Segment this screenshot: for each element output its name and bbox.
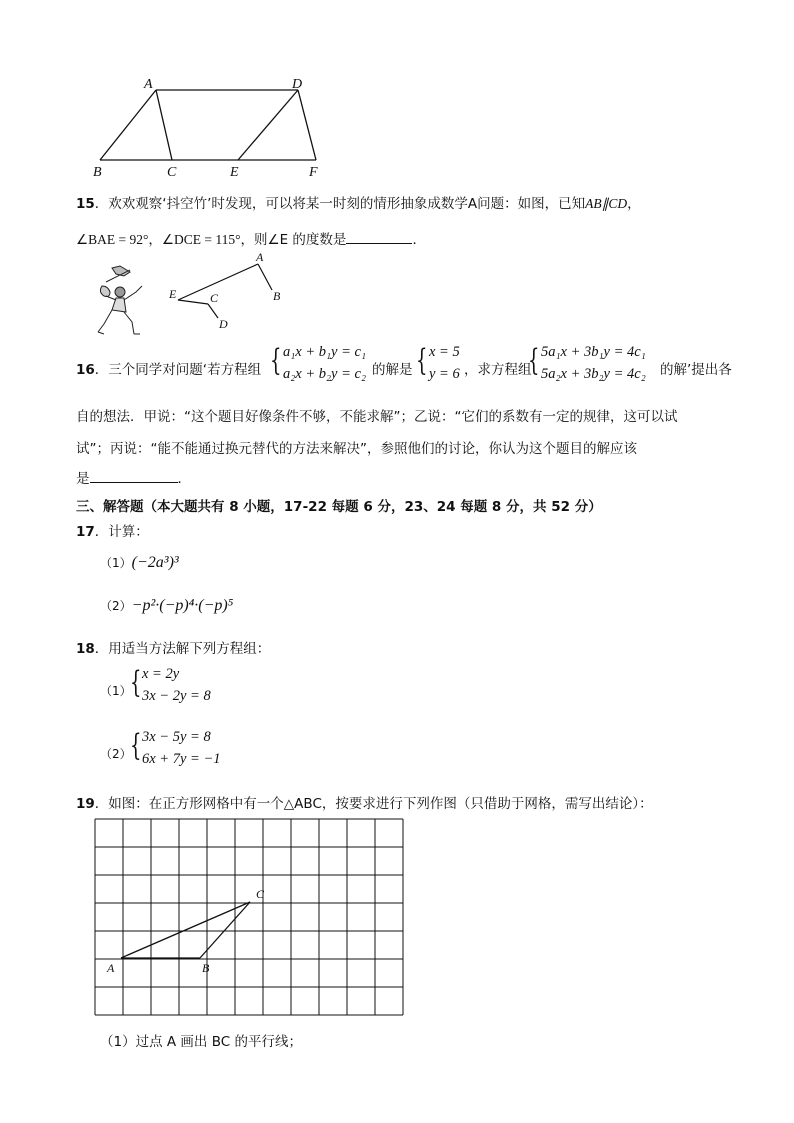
segment-DF: [298, 90, 316, 160]
q18-title-text: ．用适当方法解下列方程组：: [94, 641, 271, 657]
q16-line4-end: ．: [177, 471, 191, 487]
q16-answer-blank: [90, 468, 178, 483]
q16-sys3-eq2: 5a₂x + 3b₂y = 4c₂: [541, 366, 646, 382]
q17-part1-label: （1）: [100, 556, 132, 570]
label-A: A: [144, 77, 153, 92]
q15-parallel-expr: AB∥CD: [585, 196, 628, 211]
q16-sys3-eq1: 5a₁x + 3b₁y = 4c₁: [541, 344, 646, 360]
q19-title: [76, 792, 653, 812]
label-B: B: [93, 165, 102, 180]
q19-part1: （1）过点 A 画出 BC 的平行线；: [100, 1034, 302, 1050]
q16-sys2-eq2: y = 6: [429, 366, 460, 382]
q18-part2-system: { 3x − 5y = 8 6x + 7y = −1: [130, 728, 221, 767]
q18-p1-eq1: x = 2y: [142, 666, 180, 682]
q16-system3: { 5a₁x + 3b₁y = 4c₁ 5a₂x + 3b₂y = 4c₂: [528, 343, 646, 382]
q16-line3: 试”；丙说：“能不能通过换元替代的方法来解决”，参照他们的讨论，你认为这个题目的解应该: [76, 441, 637, 457]
q15-line1: [76, 192, 641, 212]
label-A: A: [107, 961, 115, 975]
q16-line4: [76, 467, 191, 487]
label-C: C: [167, 165, 177, 180]
q16-line2: 自的想法．甲说：“这个题目好像条件不够，不能求解”；乙说：“它们的系数有一定的规律，这可以试: [76, 409, 678, 425]
q16-system2: { x = 5 y = 6: [416, 343, 460, 382]
label-D: D: [292, 77, 303, 92]
q17-part1: [100, 554, 179, 572]
label-E: E: [169, 287, 177, 301]
q15-angle-dce: ∠DCE = 115°: [161, 232, 241, 247]
q15-angle-bae: ∠BAE = 92°: [76, 232, 149, 247]
q16-line4-pre: 是: [76, 471, 90, 487]
kongzhu-illustration: [90, 262, 156, 338]
segment-AB: [258, 264, 272, 290]
q15-text-pre: ．欢欢观察‘抖空竹’时发现，可以将某一时刻的情形抽象成数学A问题：如图，已知: [94, 196, 586, 212]
q16-sys1-eq2: a₂x + b₂y = c₂: [283, 366, 366, 382]
q16-mid1: 的解是: [372, 362, 413, 378]
q19-number: 19: [76, 796, 95, 812]
q15-sep: ，: [148, 232, 162, 248]
q16-text-pre: ．三个同学对问题‘若方程组: [94, 362, 262, 378]
label-C: C: [256, 887, 265, 901]
angle-figure: [162, 250, 297, 334]
segment-DE: [238, 90, 298, 160]
q17-title: [76, 520, 149, 540]
segment-CD: [208, 304, 218, 318]
q16-sys2-eq1: x = 5: [429, 344, 460, 360]
label-B: B: [273, 289, 281, 303]
q18-title: [76, 637, 270, 657]
label-F: F: [309, 165, 318, 180]
segment-EC: [178, 300, 208, 304]
q15-question: ，则∠E 的度数是: [240, 232, 347, 248]
q17-number: 17: [76, 524, 95, 540]
q18-part1-system: { x = 2y 3x − 2y = 8: [130, 665, 211, 704]
label-D: D: [219, 317, 228, 331]
label-E: E: [230, 165, 239, 180]
label-A: A: [256, 250, 264, 264]
q17-part2-expr: −p²·(−p)⁴·(−p)⁵: [131, 597, 234, 614]
q18-number: 18: [76, 641, 95, 657]
q15-text-post: ，: [627, 196, 641, 212]
q18-p1-eq2: 3x − 2y = 8: [142, 688, 211, 704]
q16-system1: { a₁x + b₁y = c₁ a₂x + b₂y = c₂: [270, 343, 366, 382]
q16-line1-pre: [76, 358, 261, 378]
segment-AB: [100, 90, 156, 160]
q18-part2-label: （2）: [100, 747, 132, 761]
grid-lines: [95, 819, 403, 1015]
q17-title-text: ．计算：: [94, 524, 149, 540]
q16-sys1-eq1: a₁x + b₁y = c₁: [283, 344, 366, 360]
q18-part1-label: （1）: [100, 684, 132, 698]
q16-mid2: ，求方程组: [464, 362, 532, 378]
q15-answer-blank: [346, 229, 412, 244]
q17-part2-label: （2）: [100, 599, 132, 613]
triangle-abc: [121, 902, 250, 958]
section3-title: 三、解答题（本大题共有 8 小题，17-22 每题 6 分，23、24 每题 8 分，共 52 分）: [76, 499, 602, 515]
label-B: B: [202, 961, 210, 975]
q17-part2: [100, 597, 233, 615]
q18-p2-eq1: 3x − 5y = 8: [142, 729, 211, 745]
label-C: C: [210, 291, 219, 305]
q19-title-text: ．如图：在正方形网格中有一个△ABC，按要求进行下列作图（只借助于网格，需写出结论）：: [94, 796, 653, 812]
square-grid-figure: [94, 818, 412, 1018]
segment-AC: [121, 902, 250, 958]
q15-line2: [76, 228, 426, 248]
q17-part1-expr: (−2a³)³: [131, 554, 179, 571]
segment-AC: [156, 90, 172, 160]
q15-number: 15: [76, 196, 95, 212]
q16-post: 的解’提出各: [660, 362, 732, 378]
q18-p2-eq2: 6x + 7y = −1: [142, 751, 221, 767]
parallelogram-figure: [88, 72, 328, 180]
q16-number: 16: [76, 362, 95, 378]
q15-end: ．: [412, 232, 426, 248]
